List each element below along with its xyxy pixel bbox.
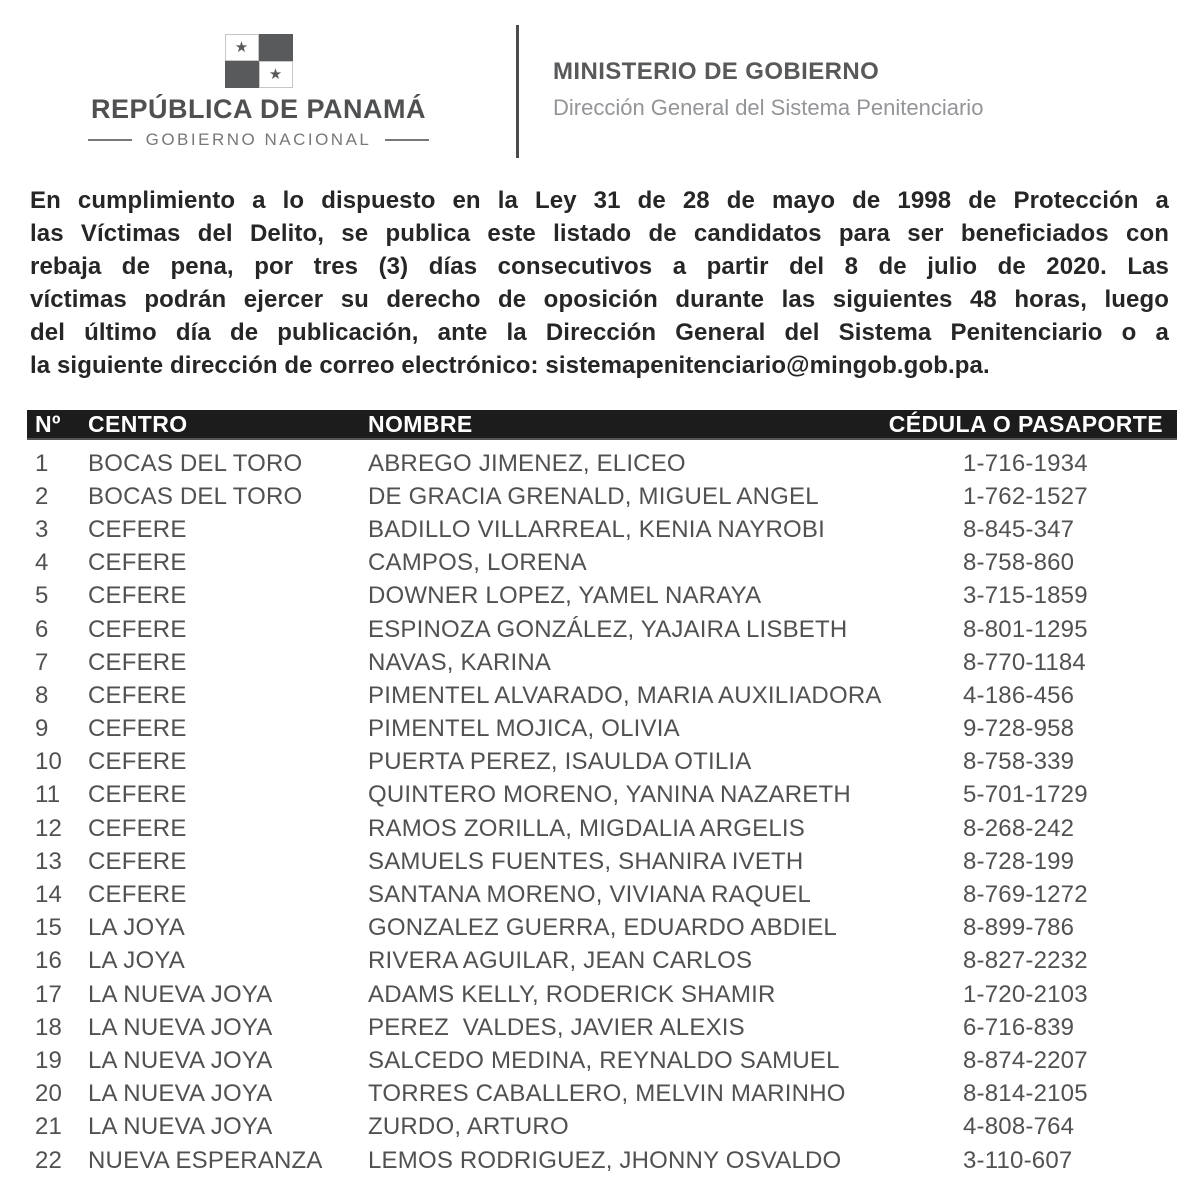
- column-header-cedula: CÉDULA O PASAPORTE: [888, 410, 1163, 437]
- table-row: [27, 912, 1177, 945]
- row-centro: LA NUEVA JOYA: [88, 1080, 273, 1108]
- row-nombre: PUERTA PEREZ, ISAULDA OTILIA: [368, 748, 752, 776]
- row-nombre: SALCEDO MEDINA, REYNALDO SAMUEL: [368, 1046, 840, 1074]
- row-centro: CEFERE: [88, 814, 187, 842]
- row-nombre: GONZALEZ GUERRA, EDUARDO ABDIEL: [368, 914, 837, 942]
- table-row: [27, 646, 1177, 679]
- row-number: 19: [35, 1046, 63, 1074]
- table-header-bar: [27, 410, 1177, 440]
- row-cedula: 4-808-764: [963, 1113, 1075, 1141]
- table-row: [27, 878, 1177, 911]
- row-centro: LA JOYA: [88, 914, 186, 942]
- row-number: 15: [35, 914, 63, 942]
- table-row: [27, 447, 1177, 480]
- row-number: 4: [35, 549, 49, 577]
- row-centro: CEFERE: [88, 549, 187, 577]
- row-centro: BOCAS DEL TORO: [88, 482, 303, 510]
- table-row: [27, 547, 1177, 580]
- row-centro: LA JOYA: [88, 947, 186, 975]
- row-nombre: TORRES CABALLERO, MELVIN MARINHO: [368, 1080, 846, 1108]
- row-nombre: PEREZ VALDES, JAVIER ALEXIS: [368, 1013, 745, 1041]
- table-row: [27, 812, 1177, 845]
- notice: [30, 184, 1169, 382]
- ministry-subtitle: Dirección General del Sistema Penitenciario: [553, 95, 984, 120]
- row-number: 5: [35, 582, 49, 610]
- table-body: [27, 447, 1177, 1177]
- row-nombre: RIVERA AGUILAR, JEAN CARLOS: [368, 947, 753, 975]
- row-nombre: ESPINOZA GONZÁLEZ, YAJAIRA LISBETH: [368, 615, 848, 643]
- row-number: 18: [35, 1013, 63, 1041]
- row-cedula: 9-728-958: [963, 715, 1075, 743]
- left-dash-divider: [88, 139, 132, 141]
- row-number: 11: [35, 781, 61, 809]
- government-subtitle-label: GOBIERNO NACIONAL: [145, 130, 372, 149]
- row-number: 16: [35, 947, 63, 975]
- row-centro: LA NUEVA JOYA: [88, 1013, 273, 1041]
- row-cedula: 8-268-242: [963, 814, 1075, 842]
- table-row: [27, 1111, 1177, 1144]
- republic-title: REPÚBLICA DE PANAMÁ: [90, 94, 426, 124]
- table-row: [27, 679, 1177, 712]
- row-cedula: 5-701-1729: [963, 781, 1088, 809]
- table-row: [27, 580, 1177, 613]
- row-nombre: PIMENTEL ALVARADO, MARIA AUXILIADORA: [368, 681, 882, 709]
- row-cedula: 4-186-456: [963, 681, 1075, 709]
- row-cedula: 3-110-607: [963, 1146, 1073, 1174]
- star-icon: ★: [268, 66, 283, 83]
- row-cedula: 6-716-839: [963, 1013, 1075, 1041]
- row-centro: LA NUEVA JOYA: [88, 980, 273, 1008]
- flag-quadrant-dark-bottom: [225, 61, 259, 88]
- row-cedula: 8-827-2232: [963, 947, 1088, 975]
- notice-line: En cumplimiento a lo dispuesto en la Ley 31 de 28 de mayo de 1998 de Protección a: [30, 187, 1169, 214]
- ministry-title: MINISTERIO DE GOBIERNO: [553, 58, 880, 85]
- row-number: 7: [35, 648, 49, 676]
- table-row: [27, 480, 1177, 513]
- row-centro: CEFERE: [88, 681, 187, 709]
- row-cedula: 3-715-1859: [963, 582, 1088, 610]
- panama-flag-icon: [225, 34, 293, 88]
- row-nombre: BADILLO VILLARREAL, KENIA NAYROBI: [368, 515, 825, 543]
- table-row: [27, 779, 1177, 812]
- row-number: 8: [35, 681, 49, 709]
- row-number: 22: [35, 1146, 63, 1174]
- row-cedula: 8-801-1295: [963, 615, 1088, 643]
- government-subtitle: [88, 130, 430, 150]
- table-row: [27, 945, 1177, 978]
- row-centro: NUEVA ESPERANZA: [88, 1146, 323, 1174]
- row-nombre: NAVAS, KARINA: [368, 648, 552, 676]
- table-row: [27, 1011, 1177, 1044]
- table-row: [27, 978, 1177, 1011]
- flag-quadrant-star-top: [225, 34, 259, 61]
- row-nombre: LEMOS RODRIGUEZ, JHONNY OSVALDO: [368, 1146, 842, 1174]
- column-header-centro: CENTRO: [88, 410, 188, 437]
- column-header-nombre: NOMBRE: [368, 410, 473, 437]
- notice-line: rebaja de pena, por tres (3) días consecutivos a partir del 8 de julio de 2020. Las: [30, 253, 1169, 280]
- row-number: 20: [35, 1080, 63, 1108]
- right-dash-divider: [385, 139, 429, 141]
- row-nombre: DE GRACIA GRENALD, MIGUEL ANGEL: [368, 482, 819, 510]
- national-government-logo: [0, 34, 517, 150]
- row-number: 6: [35, 615, 49, 643]
- flag-quadrant-dark-top: [259, 34, 293, 61]
- table-row: [27, 1078, 1177, 1111]
- row-number: 10: [35, 748, 63, 776]
- table-row: [27, 613, 1177, 646]
- star-icon: ★: [234, 39, 249, 56]
- header-vertical-divider: [516, 25, 519, 158]
- row-centro: BOCAS DEL TORO: [88, 449, 303, 477]
- row-nombre: QUINTERO MORENO, YANINA NAZARETH: [368, 781, 851, 809]
- row-nombre: SANTANA MORENO, VIVIANA RAQUEL: [368, 881, 811, 909]
- flag-quadrant-star-bottom: [259, 61, 293, 88]
- candidates-table: [27, 410, 1177, 1177]
- row-cedula: 1-716-1934: [963, 449, 1088, 477]
- table-row: [27, 513, 1177, 546]
- row-nombre: ABREGO JIMENEZ, ELICEO: [368, 449, 686, 477]
- row-number: 12: [35, 814, 63, 842]
- row-cedula: 8-874-2207: [963, 1046, 1088, 1074]
- row-nombre: SAMUELS FUENTES, SHANIRA IVETH: [368, 847, 804, 875]
- row-centro: CEFERE: [88, 515, 187, 543]
- row-cedula: 8-770-1184: [963, 648, 1086, 676]
- notice-line: víctimas podrán ejercer su derecho de oposición durante las siguientes 48 horas, luego: [30, 286, 1169, 313]
- row-centro: LA NUEVA JOYA: [88, 1113, 273, 1141]
- row-nombre: DOWNER LOPEZ, YAMEL NARAYA: [368, 582, 762, 610]
- row-centro: CEFERE: [88, 582, 187, 610]
- column-header-number: Nº: [35, 410, 61, 437]
- ministry-block: [553, 58, 983, 121]
- row-nombre: RAMOS ZORILLA, MIGDALIA ARGELIS: [368, 814, 805, 842]
- table-row: [27, 1044, 1177, 1077]
- row-cedula: 1-720-2103: [963, 980, 1088, 1008]
- table-row: [27, 845, 1177, 878]
- row-cedula: 8-899-786: [963, 914, 1075, 942]
- row-cedula: 8-758-860: [963, 549, 1075, 577]
- row-cedula: 8-845-347: [963, 515, 1075, 543]
- row-nombre: ADAMS KELLY, RODERICK SHAMIR: [368, 980, 776, 1008]
- table-row: [27, 713, 1177, 746]
- row-cedula: 8-814-2105: [963, 1080, 1088, 1108]
- row-nombre: PIMENTEL MOJICA, OLIVIA: [368, 715, 680, 743]
- row-number: 14: [35, 881, 63, 909]
- row-cedula: 1-762-1527: [963, 482, 1088, 510]
- row-number: 9: [35, 715, 49, 743]
- row-centro: CEFERE: [88, 847, 187, 875]
- row-cedula: 8-758-339: [963, 748, 1075, 776]
- row-centro: CEFERE: [88, 615, 187, 643]
- row-centro: CEFERE: [88, 781, 187, 809]
- row-centro: CEFERE: [88, 748, 187, 776]
- row-centro: CEFERE: [88, 881, 187, 909]
- row-cedula: 8-769-1272: [963, 881, 1088, 909]
- notice-line: las Víctimas del Delito, se publica este listado de candidatos para ser beneficiados con: [30, 220, 1169, 247]
- row-number: 3: [35, 515, 49, 543]
- row-nombre: ZURDO, ARTURO: [368, 1113, 569, 1141]
- table-row: [27, 746, 1177, 779]
- row-nombre: CAMPOS, LORENA: [368, 549, 587, 577]
- row-centro: CEFERE: [88, 648, 187, 676]
- table-row: [27, 1144, 1177, 1177]
- row-centro: LA NUEVA JOYA: [88, 1046, 273, 1074]
- row-cedula: 8-728-199: [963, 847, 1075, 875]
- row-number: 13: [35, 847, 63, 875]
- row-number: 21: [35, 1113, 63, 1141]
- row-number: 17: [35, 980, 63, 1008]
- row-number: 2: [35, 482, 49, 510]
- document-header: [0, 0, 1200, 172]
- row-centro: CEFERE: [88, 715, 187, 743]
- notice-line: del último día de publicación, ante la Dirección General del Sistema Penitenciario o a: [30, 319, 1169, 346]
- notice-line: la siguiente dirección de correo electrónico: sistemapenitenciario@mingob.gob.pa.: [30, 352, 990, 379]
- row-number: 1: [35, 449, 49, 477]
